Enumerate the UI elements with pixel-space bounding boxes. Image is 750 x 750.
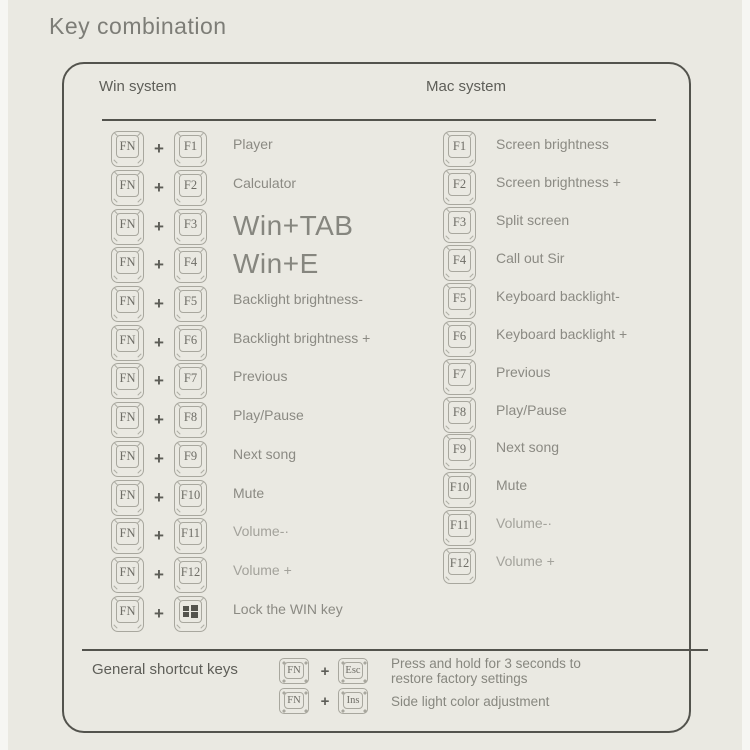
shortcut-label: Lock the WIN key [233,600,343,617]
keycap-top: Esc [343,662,363,679]
shortcut-label: Screen brightness + [496,173,621,190]
plus-sign: + [154,564,164,584]
keycap-top: FN [284,662,304,679]
key-fn [111,170,144,206]
keycap-top: FN [116,445,139,468]
key-fn [111,247,144,283]
key-fn [111,325,144,361]
key-f12 [443,548,476,584]
keycap-top: F12 [179,561,202,584]
plus-sign: + [154,410,164,430]
key-fn [111,480,144,516]
shortcut-row [111,246,370,285]
key-f1 [174,131,207,167]
keycap-top: F8 [179,406,202,429]
keycap-top: F2 [179,174,202,197]
keycap-top: F6 [179,329,202,352]
right-edge-strip [742,0,750,750]
shortcut-label: Press and hold for 3 seconds to restore factory settings [391,656,581,686]
shortcut-row [111,285,370,324]
key-ins [338,688,368,714]
shortcut-label: Screen brightness [496,135,609,152]
shortcut-label: Mute [233,484,265,501]
keycap-top: F5 [448,287,471,310]
plus-sign: + [154,371,164,391]
plus-sign: + [154,255,164,275]
key-fn [111,518,144,554]
keycap-top: F8 [448,401,471,424]
mac-shortcut-list [443,130,627,585]
key-fn [111,402,144,438]
keycap-top: F2 [448,173,471,196]
keycap-top: FN [284,692,304,709]
key-f2 [443,169,476,205]
keycap-top: F4 [448,249,471,272]
shortcut-row [443,130,627,168]
shortcut-label: Calculator [233,175,297,192]
key-f3 [443,207,476,243]
keycap-top: FN [116,561,139,584]
keycap-top: Ins [343,692,363,709]
shortcut-row [443,206,627,244]
mac-system-header: Mac system [426,78,507,95]
key-f5 [174,286,207,322]
shortcut-row [443,320,627,358]
keycap-top: FN [116,251,139,274]
keycap-top: F10 [448,476,471,499]
shortcut-label: Mute [496,477,528,494]
key-f6 [443,321,476,357]
win-shortcut-list [111,130,370,633]
keycap-top: F9 [179,445,202,468]
key-fn [111,131,144,167]
shortcut-row [111,478,370,517]
keycap-top: F11 [179,522,202,545]
shortcut-row [443,509,627,547]
key-f9 [174,441,207,477]
shortcut-label: Call out Sir [496,249,565,266]
key-f6 [174,325,207,361]
shortcut-label: Split screen [496,211,570,228]
shortcut-row [111,130,370,169]
shortcut-row [443,244,627,282]
shortcut-row [443,282,627,320]
key-combination-panel [62,62,691,733]
shortcut-label: Volume-· [233,523,290,540]
keycap-top: FN [116,367,139,390]
shortcut-row [111,401,370,440]
key-fn [111,441,144,477]
keycap-top: F10 [179,484,202,507]
shortcut-row [443,434,627,472]
shortcut-row [443,168,627,206]
shortcut-row [111,207,370,246]
shortcut-row [111,323,370,362]
general-shortcut-keys-header: General shortcut keys [92,661,238,678]
key-f3 [174,209,207,245]
shortcut-row [111,594,370,633]
shortcut-label: Side light color adjustment [391,693,550,709]
general-section-divider [82,649,708,651]
shortcut-row [111,440,370,479]
keycap-top: F11 [448,514,471,537]
key-f8 [174,402,207,438]
key-fn [111,209,144,245]
shortcut-row [443,358,627,396]
keycap-top: F12 [448,552,471,575]
shortcut-label: Win+TAB [233,209,354,241]
key-f7 [174,363,207,399]
keycap-top: F9 [448,438,471,461]
plus-sign: + [154,526,164,546]
keycap-top: FN [116,174,139,197]
key-esc [338,658,368,684]
shortcut-label: Play/Pause [233,407,304,424]
key-fn [111,557,144,593]
key-f11 [443,510,476,546]
shortcut-row [443,547,627,585]
key-f8 [443,397,476,433]
plus-sign: + [320,662,330,680]
shortcut-label: Backlight brightness + [233,329,371,346]
key-fn [279,688,309,714]
key-f4 [443,245,476,281]
shortcut-row [111,169,370,208]
keycap-top [179,600,202,623]
shortcut-row [111,517,370,556]
plus-sign: + [154,448,164,468]
plus-sign: + [154,332,164,352]
plus-sign: + [154,603,164,623]
keycap-top: FN [116,406,139,429]
keycap-top: F7 [448,363,471,386]
shortcut-label: Keyboard backlight + [496,325,628,342]
keycap-top: F3 [179,213,202,236]
key-f1 [443,131,476,167]
keycap-top: FN [116,213,139,236]
shortcut-label: Keyboard backlight- [496,287,620,304]
shortcut-row [111,556,370,595]
keycap-top: F6 [448,325,471,348]
keycap-top: FN [116,600,139,623]
plus-sign: + [154,139,164,159]
shortcut-row [443,396,627,434]
shortcut-row [443,471,627,509]
keycap-top: FN [116,522,139,545]
shortcut-label: Previous [496,363,551,380]
plus-sign: + [154,294,164,314]
win-system-header: Win system [99,78,177,95]
windows-logo-key [174,596,207,632]
shortcut-label: Next song [233,445,297,462]
keycap-top: FN [116,135,139,158]
shortcut-label: Win+E [233,248,319,280]
key-f11 [174,518,207,554]
key-f4 [174,247,207,283]
windows-logo-icon [183,605,198,618]
keycap-top: F7 [179,367,202,390]
keycap-top: F3 [448,211,471,234]
key-f5 [443,283,476,319]
keycap-top: FN [116,290,139,313]
key-f2 [174,170,207,206]
shortcut-label: Next song [496,439,560,456]
header-divider [102,119,656,121]
key-f9 [443,434,476,470]
keycap-top: F5 [179,290,202,313]
key-fn [279,658,309,684]
general-shortcut-list [279,656,581,716]
left-edge-strip [0,0,8,750]
plus-sign: + [154,216,164,236]
plus-sign: + [154,487,164,507]
shortcut-row [279,686,581,716]
key-f7 [443,359,476,395]
key-fn [111,363,144,399]
shortcut-label: Play/Pause [496,401,567,418]
shortcut-label: Previous [233,368,288,385]
shortcut-row [111,362,370,401]
plus-sign: + [154,178,164,198]
key-f10 [443,472,476,508]
shortcut-label: Volume + [233,561,292,578]
keycap-top: F1 [448,135,471,158]
plus-sign: + [320,692,330,710]
key-fn [111,286,144,322]
keycap-top: FN [116,329,139,352]
shortcut-label: Volume-· [496,515,553,532]
key-f12 [174,557,207,593]
shortcut-label: Player [233,136,273,153]
shortcut-label: Backlight brightness- [233,291,363,308]
keycap-top: F4 [179,251,202,274]
shortcut-label: Volume + [496,553,555,570]
keycap-top: F1 [179,135,202,158]
key-fn [111,596,144,632]
keycap-top: FN [116,484,139,507]
key-f10 [174,480,207,516]
shortcut-row [279,656,581,686]
page-title: Key combination [49,13,227,39]
